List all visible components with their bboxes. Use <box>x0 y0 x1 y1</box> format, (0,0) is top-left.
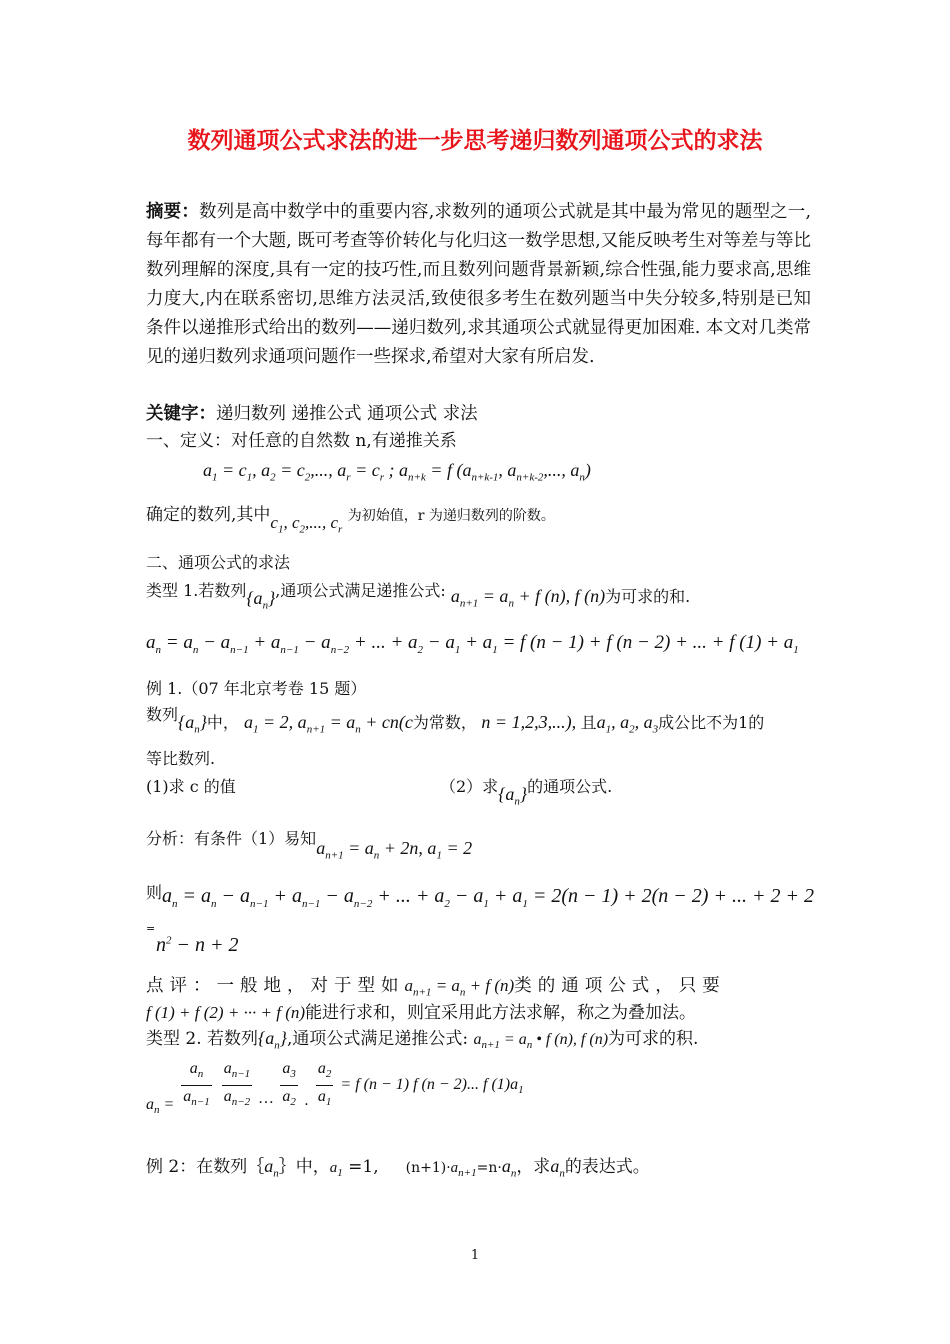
comment-line-2-text: 能进行求和，则宜采用此方法求解，称之为叠加法。 <box>305 1003 697 1023</box>
example-1-telescoping: $a_n = a_n - a_{n-1} + a_{n-1} - a_{n-2}$ + ... + $a_2 - a_1 + a_1 = 2(n - 1) + 2(n - 2)$ + ... + 2 + 2 <box>162 885 814 910</box>
example-1-range: n = 1,2,3,...), <box>476 712 581 732</box>
equals-sign: = <box>146 922 156 935</box>
example-2-a1: $a_1$ <box>329 1160 343 1179</box>
example-2-statement <box>146 1152 650 1180</box>
example-1-statement <box>146 702 765 736</box>
question-2-seq: $\{a_n\}$ <box>498 784 528 808</box>
analysis-line <box>146 826 473 862</box>
type-1-prefix: 类型 1.若数列 <box>146 581 247 600</box>
type-1-mid: ,通项公式满足递推公式: <box>275 581 446 600</box>
example-2-rec-2: =n· <box>476 1160 502 1176</box>
question-1: (1)求 c 的值 <box>146 777 236 796</box>
keywords-label: 关键字： <box>146 404 216 424</box>
recurrence-definition-formula: $a_1 = c_1$, $a_2 = c_2$,..., $a_r = c_r$ ; $a_{n+k} = f$ ($a_{n+k-1}$, $a_{n+k-2}$,..., $a_n$) <box>203 460 591 484</box>
question-2-prefix: （2）求 <box>440 777 499 796</box>
type-1-recurrence: $a_{n+1} = a_n + f$ (n), f (n) <box>450 586 606 610</box>
type-2-product-formula: $a_n$ = $\frac{a_n}{a_{n-1}}$ $\frac{a_{n-1}}{a_{n-2}}$ … $\frac{a_3}{a_2}$ . $\frac{a_2}{a_1}$ = f (n − 1) f (n − 2)... f $(1)a_1$ <box>146 1060 524 1117</box>
comment-recurrence: $a_{n+1} = a_n + f$ (n) <box>404 976 515 999</box>
example-2-an1: $a_{n+1}$ <box>450 1160 477 1179</box>
example-1-result: $n^2 - n + 2$ <box>156 934 239 956</box>
comment-sum: f (1) + f (2) + ··· + f (n) <box>146 1003 306 1022</box>
abstract-text: 数列是高中数学中的重要内容,求数列的通项公式就是其中最为常见的题型之一,每年都有一个大题, 既可考查等价转化与化归这一数学思想,又能反映考生对等差与等比数列理解的深度,具有一定的技巧性,而且数列问题背景新颖,综合性强,能力要求高,思维力度大,内在联系密切,思维方法灵活,致使很多考生在数列题当中失分较多,特别是已知条件以递推形式给出的数列——递归数列,求其通项公式就显得更加困难. 本文对几类常见的递归数列求通项问题作一些探求,希望对大家有所启发. <box>146 202 812 367</box>
type-2-seq: $\{a_n\}$ <box>258 1028 287 1052</box>
keywords <box>146 400 478 425</box>
example-1-recurrence: $a_1 = 2$, $a_{n+1} = a_n + cn(c$ <box>244 712 413 736</box>
example-1-title: 例 1.（07 年北京考卷 15 题） <box>146 679 367 698</box>
page-number: 1 <box>470 1248 480 1263</box>
example-1-text-3: 成公比不为1的 <box>658 713 765 732</box>
example-2-ask: ，求 <box>516 1157 551 1177</box>
then-label: 则 <box>146 883 163 902</box>
type-2-suffix: 为可求的积. <box>608 1029 699 1049</box>
type-1-suffix: 为可求的和. <box>605 587 691 606</box>
sequence-an: $\{a_n\}$ <box>246 588 276 612</box>
analysis-formula: $a_{n+1} = a_n + 2n$, $a_1 = 2$ <box>316 838 473 862</box>
example-1-seq: $\{a_n\}$ <box>178 712 207 736</box>
question-2 <box>440 774 613 808</box>
example-1-line-2: 等比数列. <box>146 749 216 768</box>
comment-label: 点评：一般地，对于型如 <box>146 976 405 996</box>
analysis-text: 分析：有条件（1）易知 <box>146 829 317 848</box>
example-1-text-1: 为常数， <box>412 713 477 732</box>
example-1-terms: $a_1$, $a_2$, $a_3$ <box>596 712 659 736</box>
initial-values-formula: $c_1$, $c_2$,..., $c_r$ <box>270 513 343 536</box>
abstract-label: 摘要： <box>146 202 200 222</box>
keywords-text: 递归数列 递推公式 通项公式 求法 <box>216 404 478 424</box>
example-1-text-2: 且 <box>580 713 597 732</box>
type-2-prefix: 类型 2. 若数列 <box>146 1029 259 1049</box>
question-2-suffix: 的通项公式. <box>527 777 613 796</box>
definition-after-2: 为初始值，r 为递归数列的阶数。 <box>347 508 555 524</box>
type-1-statement <box>146 578 691 612</box>
example-1-mid: 中， <box>206 713 239 732</box>
section-1-heading: 一、定义：对任意的自然数 n,有递推关系 <box>146 431 457 451</box>
document-title: 数列通项公式求法的进一步思考递归数列通项公式的求法 <box>187 128 763 154</box>
example-2-end: 的表达式。 <box>564 1157 650 1177</box>
example-2-seq: $a_n$ <box>264 1156 279 1180</box>
example-2-an: $a_n$ <box>501 1156 517 1180</box>
section-2-heading: 二、通项公式的求法 <box>146 553 291 572</box>
type-2-statement <box>146 1024 698 1052</box>
example-2-an-ask: $a_n$ <box>550 1156 565 1180</box>
example-2-a1-value: =1, <box>348 1157 379 1177</box>
comment-mid: 类的通项公式，只要 <box>514 976 726 996</box>
example-2-rec: (n+1)· <box>405 1160 451 1176</box>
definition-remark <box>146 500 555 536</box>
comment-line-2 <box>146 998 696 1023</box>
type-1-telescoping-formula: $a_n = a_n - a_{n-1} + a_{n-1} - a_{n-2}$ + ... + $a_2 - a_1 + a_1 = f$ (n − 1) + f (n − 2) + ... + f $(1) + a_1$ <box>146 632 799 656</box>
type-2-recurrence: $a_{n+1} = a_n$ • f (n), f (n) <box>473 1031 609 1052</box>
type-2-mid: ,通项公式满足递推公式: <box>286 1029 469 1049</box>
comment-line-1 <box>146 972 726 998</box>
then-line <box>146 880 814 910</box>
example-1-prefix: 数列 <box>146 705 179 724</box>
definition-after: 确定的数列,其中 <box>146 505 271 525</box>
abstract <box>146 198 811 372</box>
example-2-mid: ｝中， <box>278 1157 330 1177</box>
example-2-prefix: 例 2：在数列｛ <box>146 1157 265 1177</box>
